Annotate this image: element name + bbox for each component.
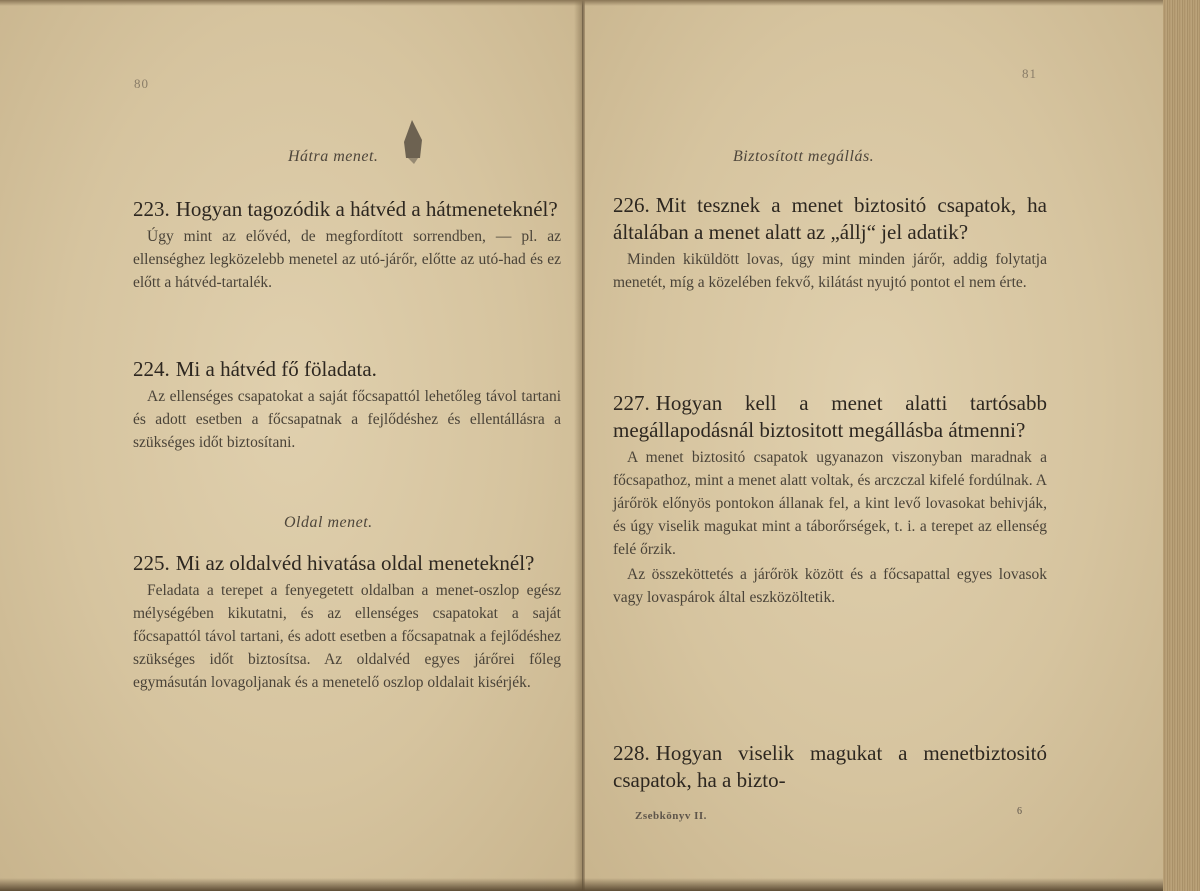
signature-mark: 6: [1017, 806, 1022, 817]
page-edge-top: [0, 0, 1163, 6]
answer-227-continued: Az összeköttetés a járőrök között és a főcsapattal egyes lovasok vagy lovaspárok által eszközöltetik.: [613, 566, 1047, 606]
section-heading-hatra-menet: Hátra menet.: [288, 148, 379, 165]
question-224: [133, 356, 561, 383]
question-228: [613, 740, 1047, 794]
answer-227: A menet biztositó csapatok ugyanazon viszonyban maradnak a főcsapathoz, mint a menet alatt voltak, és arczczal kifelé fordúlnak. A járőrök előnyös pontokon állanak fel, a kint levő lovasokat behivják, és úgy viselik magukat mint a táborőrségek, t. i. a terepet az ellenség felé őrzik.: [613, 449, 1047, 558]
question-227: [613, 390, 1047, 444]
question-number: 227.: [613, 391, 650, 415]
page-edges-right: [1163, 0, 1200, 891]
entry-223: [133, 196, 561, 294]
question-225: [133, 550, 561, 577]
question-number: 225.: [133, 551, 170, 575]
answer-224: Az ellenséges csapatokat a saját főcsapattól lehetőleg távol tartani és adott esetben a főcsapatnak a fejlődéshez és ellentállásra a szükséges időt biztosítani.: [133, 388, 561, 451]
page-number-left: 80: [134, 76, 149, 91]
entry-227: [613, 390, 1047, 609]
question-text: Mit tesznek a menet biztositó csapatok, ha általában a menet alatt az „állj“ jel adatik?: [613, 193, 1047, 244]
question-text: Hogyan kell a menet alatti tartósabb megállapodásnál biztositott megállásba átmenni?: [613, 391, 1047, 442]
answer-226: Minden kiküldött lovas, úgy mint minden járőr, addig folytatja menetét, míg a közelében fekvő, kilátást nyujtó pontot el nem érte.: [613, 251, 1047, 291]
section-heading-biztositott-megallas: Biztosított megállás.: [733, 148, 875, 165]
page-footer: Zsebkönyv II.: [635, 810, 707, 822]
question-223: [133, 196, 561, 223]
page-number-right: 81: [1022, 66, 1037, 81]
answer-223: Úgy mint az elővéd, de megfordított sorrendben, — pl. az ellenséghez legközelebb menetel az utó-járőr, előtte az utó-had és ez előtt a hátvéd-tartalék.: [133, 228, 561, 291]
entry-224: [133, 356, 561, 454]
question-text: Mi az oldalvéd hivatása oldal meneteknél?: [175, 551, 535, 575]
left-page: [0, 0, 583, 891]
entry-225: [133, 550, 561, 694]
entry-226: [613, 192, 1047, 294]
entry-228: [613, 740, 1047, 794]
answer-225: Feladata a terepet a fenyegetett oldalban a menet-oszlop egész mélységében kikutatni, és az ellenséges csapatokat a saját főcsapattól távol tartani, és adott esetben a főcsapatnak a fejlődéshez szükséges időt biztosítsa. Az oldalvéd egyes járőrei főleg egymásután lovagoljanak és a menetelő oszlop oldalait kisérjék.: [133, 582, 561, 691]
question-text: Mi a hátvéd fő föladata.: [175, 357, 377, 381]
question-number: 223.: [133, 197, 170, 221]
ink-smudge-icon: [398, 118, 428, 164]
question-226: [613, 192, 1047, 246]
question-number: 224.: [133, 357, 170, 381]
section-heading-oldal-menet: Oldal menet.: [284, 514, 373, 531]
question-text: Hogyan tagozódik a hátvéd a hátmeneteknél?: [175, 197, 558, 221]
page-edge-bottom: [0, 878, 1163, 891]
question-text: Hogyan viselik magukat a menetbiztositó csapatok, ha a bizto-: [613, 741, 1047, 792]
question-number: 228.: [613, 741, 650, 765]
question-number: 226.: [613, 193, 650, 217]
right-page: [585, 0, 1163, 891]
